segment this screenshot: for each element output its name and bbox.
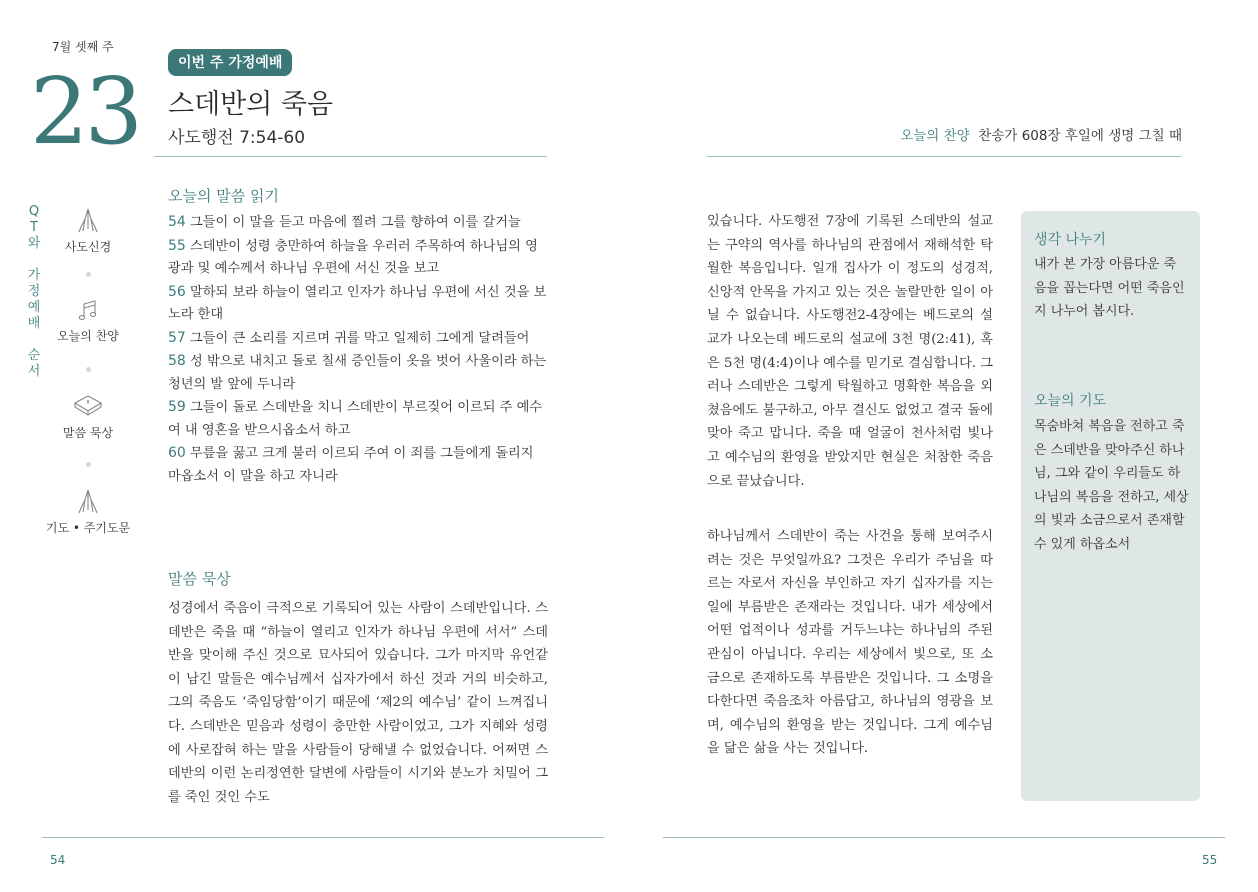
reading-heading: 오늘의 말씀 읽기: [168, 187, 279, 205]
day-number: 23: [30, 58, 140, 165]
page-title: 스데반의 죽음: [168, 89, 334, 120]
page-number-right: 55: [1202, 853, 1218, 867]
verse-57: 57 그들이 큰 소리를 지르며 귀를 막고 일제히 그에게 달려들어: [168, 329, 530, 346]
hymn-line: [760, 124, 1182, 144]
page-number-left: 54: [50, 853, 66, 867]
praying-hands-icon: [73, 486, 103, 516]
meditation-continued: 있습니다. 사도행전 7장에 기록된 스데반의 설교는 구약의 역사를 하나님의 관점에서 재해석한 탁월한 복음입니다. 일개 집사가 이 정도의 성경적, 신앙적 안목을 가지고 있는 것은 놀랄만한 일이 아닐 수 없습니다. 사도행전2-4장에는 베드로의 설교가 나오는데 베드로의 설교에 3천 명(2:41), 혹은 5천 명(4:4)이나 예수를 믿기로 결심합니다. 그러나 스데반은 그렇게 탁월하고 명확한 복음을 외쳤음에도 불구하고, 아무 결신도 없었고 결국 돌에 맞아 죽고 맙니다. 죽을 때 얼굴이 천사처럼 빛나고 예수님의 환영을 받았지만 현실은 처참한 죽음으로 끝났습니다.: [707, 214, 993, 489]
prayer-text: 목숨바쳐 복음을 전하고 죽은 스데반을 맞아주신 하나님, 그와 같이 우리들도 하나님의 복음을 전하고, 세상의 빛과 소금으로서 존재할 수 있게 하옵소서: [1034, 419, 1189, 552]
meditation-heading: 말씀 묵상: [168, 570, 231, 588]
footer-divider-left: [42, 837, 604, 838]
nav-prayer: 기도 • 주기도문: [43, 486, 133, 536]
nav-separator-dot: [86, 462, 91, 467]
praying-hands-icon: [73, 205, 103, 235]
header-divider-right: [707, 156, 1181, 157]
header-divider-left: [154, 156, 547, 157]
hymn-label: 오늘의 찬양: [900, 128, 970, 144]
hymn-text: 찬송가 608장 후일에 생명 그칠 때: [978, 128, 1182, 144]
verse-60: 60 무릎을 꿇고 크게 불러 이르되 주여 이 죄를 그들에게 돌리지 마옵소서 이 말을 하고 자니라: [168, 445, 534, 484]
verse-58: 58 성 밖으로 내치고 돌로 칠새 증인들이 옷을 벗어 사울이라 하는 청년의 발 앞에 두니라: [168, 353, 547, 392]
verse-55: 55 스데반이 성령 충만하여 하늘을 우러러 주목하여 하나님의 영광과 및 예수께서 하나님 우편에 서신 것을 보고: [168, 237, 538, 276]
music-note-icon: [75, 298, 101, 324]
prayer-heading: 오늘의 기도: [1034, 393, 1107, 409]
vertical-order-label: Q T 와 가 정 예 배 순 서: [27, 204, 41, 379]
share-heading: 생각 나누기: [1034, 232, 1107, 248]
meditation-text: 성경에서 죽음이 극적으로 기록되어 있는 사람이 스데반입니다. 스데반은 죽을 때 “하늘이 열리고 인자가 하나님 우편에 서서” 스데반을 맞이해 주신 것으로 묘사되어 있습니다. 그가 마지막 유언같이 남긴 말들은 예수님께서 십자가에서 하신 것과 거의 비슷하고, 그의 죽음도 ‘죽임당함’이기 때문에 ‘제2의 예수님’ 같이 느껴집니다. 스데반은 믿음과 성령이 충만한 사람이었고, 그가 지혜와 성령에 사로잡혀 하는 말을 사람들이 당해낼 수 없었습니다. 어쩌면 스데반의 이런 논리정연한 달변에 사람들이 시기와 분노가 치밀어 그를 죽인 것인 수도: [168, 601, 548, 805]
verse-list: [168, 211, 548, 488]
verse-54: 54 그들이 이 말을 듣고 마음에 찔려 그를 향하여 이를 갈거늘: [168, 214, 521, 230]
verse-56: 56 말하되 보라 하늘이 열리고 인자가 하나님 우편에 서신 것을 보노라 한대: [168, 283, 547, 322]
nav-separator-dot: [86, 367, 91, 372]
nav-todays-hymn: 오늘의 찬양: [43, 298, 133, 344]
week-label: 7월 셋째 주: [52, 40, 114, 54]
share-text: 내가 본 가장 아름다운 죽음을 꼽는다면 어떤 죽음인지 나누어 봅시다.: [1034, 257, 1185, 319]
open-bible-icon: [72, 391, 104, 421]
meditation-conclusion: 하나님께서 스데반이 죽는 사건을 통해 보여주시려는 것은 무엇일까요? 그것은 우리가 주님을 따르는 자로서 자신을 부인하고 자기 십자가를 지는 일에 부름받은 존재라는 것입니다. 내가 세상에서 어떤 업적이나 성과를 거두느냐는 하나님의 주된 관심이 아닙니다. 우리는 세상에서 빛으로, 또 소금으로 존재하도록 부름받은 것입니다. 그 소명을 다한다면 죽음조차 아름답고, 하나님의 영광을 보며, 예수님의 환영을 받는 것입니다. 그게 예수님을 닮은 삶을 사는 것입니다.: [707, 529, 993, 757]
verse-59: 59 그들이 돌로 스데반을 치니 스데반이 부르짖어 이르되 주 예수여 내 영혼을 받으시옵소서 하고: [168, 399, 543, 438]
weekly-worship-badge: 이번 주 가정예배: [168, 49, 292, 76]
nav-separator-dot: [86, 272, 91, 277]
nav-word-meditation: 말씀 묵상: [43, 391, 133, 441]
footer-divider-right: [663, 837, 1225, 838]
scripture-reference: 사도행전 7:54-60: [168, 128, 306, 148]
nav-apostles-creed: 사도신경: [43, 205, 133, 255]
